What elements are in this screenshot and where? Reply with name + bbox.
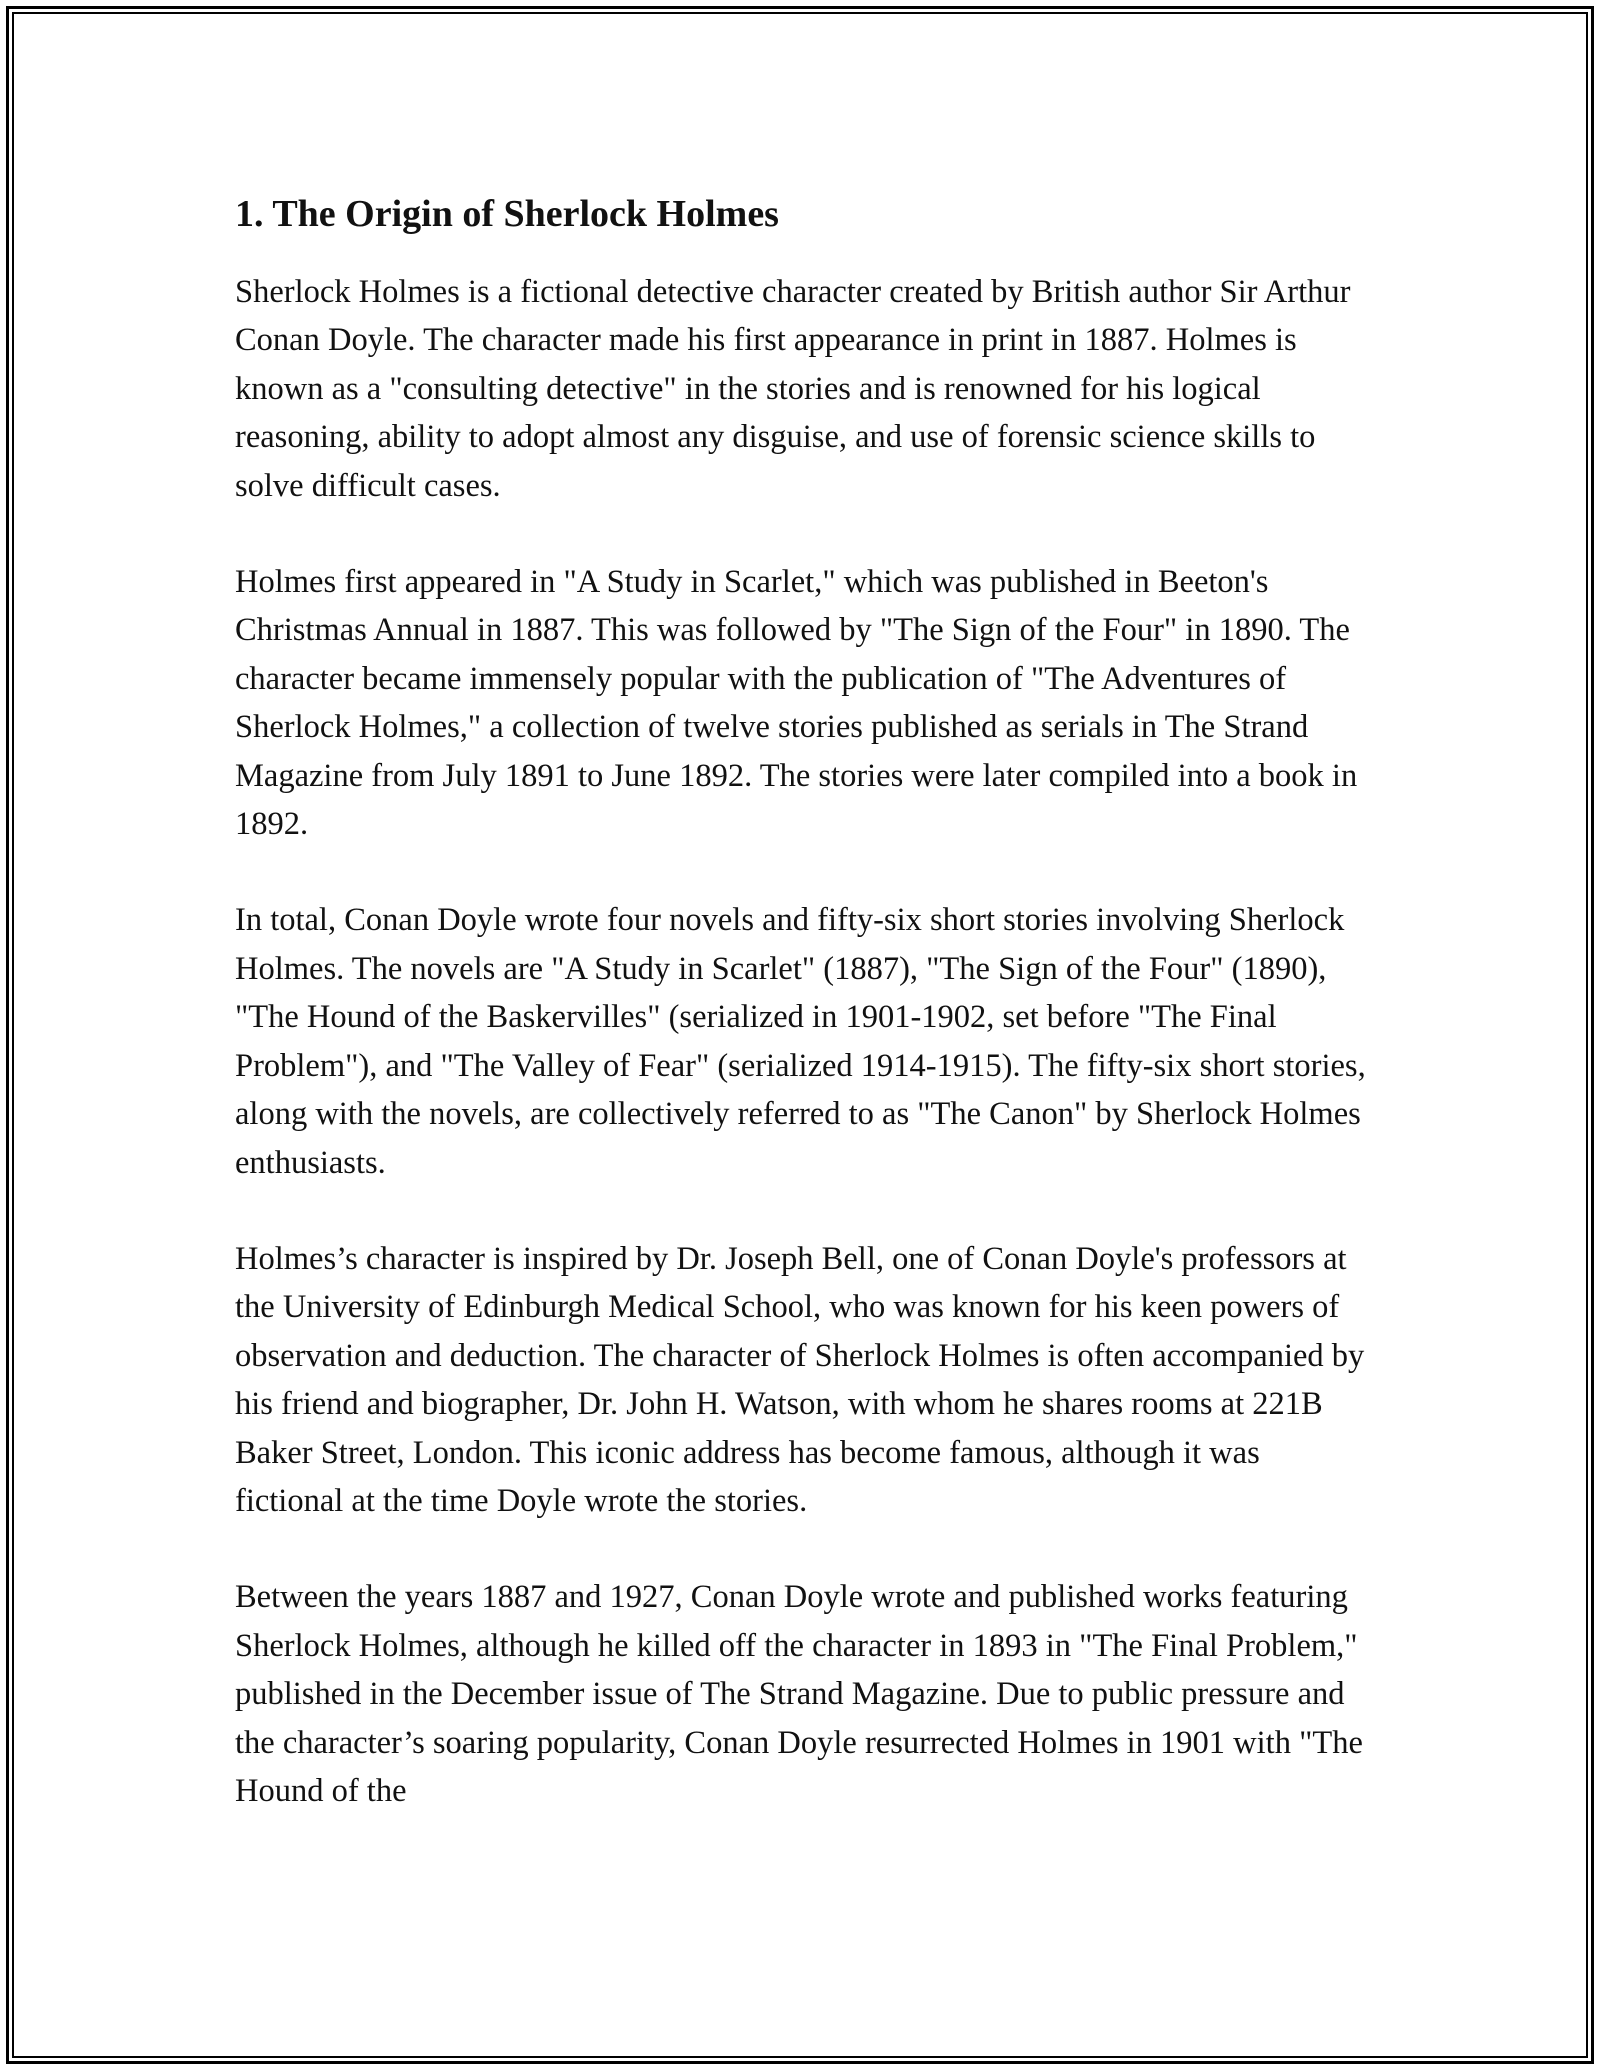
paragraph-origin: Sherlock Holmes is a fictional detective character created by British author Sir Arthur Conan Doyle. The character made his first appearance in print in 1887. Holmes is known as a "consulting detective" in the stories and is renowned for his logical reasoning, ability to adopt almost any disguise, and use of forensic science skills to solve difficult cases. bbox=[235, 274, 1351, 504]
paragraph-inspiration: Holmes’s character is inspired by Dr. Joseph Bell, one of Conan Doyle's professors at the University of Edinburgh Medical School, who was known for his keen powers of observation and deduction. The character of Sherlock Holmes is often accompanied by his friend and biographer, Dr. John H. Watson, with whom he shares rooms at 221B Baker Street, London. This iconic address has become famous, although it was fictional at the time Doyle wrote the stories. bbox=[235, 1240, 1365, 1519]
document-body bbox=[235, 188, 1375, 1863]
paragraph-canon: In total, Conan Doyle wrote four novels and fifty-six short stories involving Sherlock Holmes. The novels are "A Study in Scarlet" (1887), "The Sign of the Four" (1890), "The Hound of the Baskervilles" (serialized in 1901-1902, set before "The Final Problem"), and "The Valley of Fear" (serialized 1914-1915). The fifty-six short stories, along with the novels, are collectively referred to as "The Canon" by Sherlock Holmes enthusiasts. bbox=[235, 902, 1366, 1181]
paragraph-first-appearance: Holmes first appeared in "A Study in Scarlet," which was published in Beeton's Christmas Annual in 1887. This was followed by "The Sign of the Four" in 1890. The character became immensely popular with the publication of "The Adventures of Sherlock Holmes," a collection of twelve stories published as serials in The Strand Magazine from July 1891 to June 1892. The stories were later compiled into a book in 1892. bbox=[235, 564, 1358, 843]
paragraph-publication-years: Between the years 1887 and 1927, Conan Doyle wrote and published works featuring Sherlock Holmes, although he killed off the character in 1893 in "The Final Problem," published in the December issue of The Strand Magazine. Due to public pressure and the character’s soaring popularity, Conan Doyle resurrected Holmes in 1901 with "The Hound of the bbox=[235, 1579, 1363, 1809]
section-title: 1. The Origin of Sherlock Holmes bbox=[235, 193, 779, 235]
